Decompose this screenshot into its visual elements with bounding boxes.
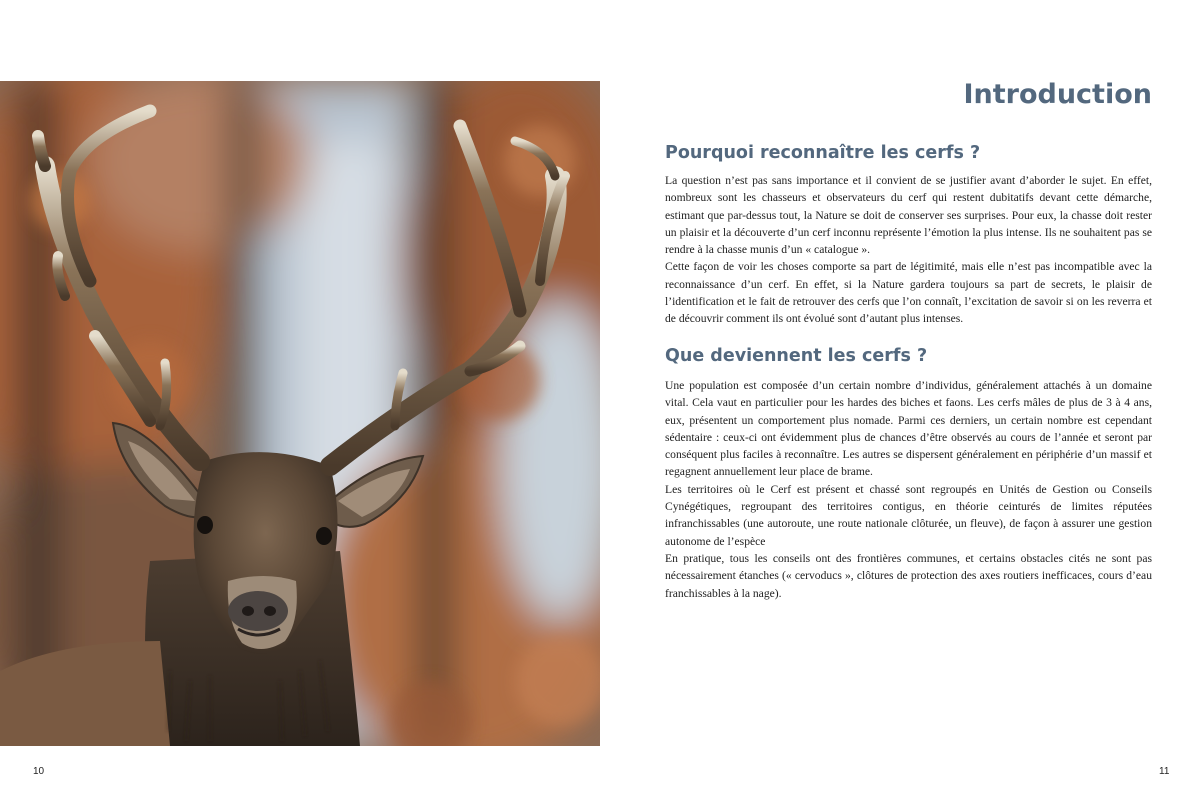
body-paragraph: Cette façon de voir les choses comporte sa part de légitimité, mais elle n’est pas incompatible avec la reconnaissance d’un cerf. En effet, si la Nature gardera toujours sa part de secrets, le plaisir de l’identification et le fait de retrouver des cerfs que l’on connaît, l’excitation de savoir si on les reverra et de découvrir comment ils ont évolué sont d’autant plus intenses. <box>665 260 1152 326</box>
page-number-right: 11 <box>1159 766 1170 777</box>
body-paragraph: En pratique, tous les conseils ont des frontières communes, et certains obstacles cités ne sont pas nécessairement étanches (« cervoducs », clôtures de protection des axes routiers inefficaces, cours d’eau franchissables à la nage). <box>665 551 1152 600</box>
section-body-why-recognize <box>665 172 1152 328</box>
chapter-title: Introduction <box>963 79 1152 110</box>
body-paragraph: La question n’est pas sans importance et il convient de se justifier avant d’aborder le sujet. En effet, nombreux sont les chasseurs et observateurs du cerf qui restent dubitatifs devant cette démarche, estimant que par-dessus tout, la Nature se doit de conserver ses surprises. Pour eux, la chasse doit rester un plaisir et la découverte d’un cerf inconnu représente l’émotion la plus intense. Ils ne souhaitent pas se rendre à la chasse munis d’un « catalogue ». <box>665 174 1152 257</box>
body-paragraph: Les territoires où le Cerf est présent et chassé sont regroupés en Unités de Gestion ou Conseils Cynégétiques, regroupant des territoires contigus, en théorie ceinturés de limites réputées infranchissables (une autoroute, une route nationale clôturée, un fleuve), de façon à assurer une gestion autonome de l’espèce <box>665 482 1152 548</box>
deer-photo <box>0 81 600 746</box>
section-heading-what-becomes: Que deviennent les cerfs ? <box>665 346 928 366</box>
body-paragraph: Une population est composée d’un certain nombre d’individus, généralement attachés à un domaine vital. Cela vaut en particulier pour les hardes des biches et faons. Les cerfs mâles de plus de 3 à 4 ans, eux, présentent un comportement plus nomade. Parmi ces derniers, un certain nombre est cependant sédentaire : ceux-ci ont évidemment plus de chances d’être observés au cours de l’année et seront par conséquent plus faciles à reconnaître. Les autres se dispersent généralement en périphérie d’un massif et regagnent annuellement leur place de brame. <box>665 379 1152 479</box>
section-heading-why-recognize: Pourquoi reconnaître les cerfs ? <box>665 143 981 163</box>
page-number-left: 10 <box>33 766 45 777</box>
section-body-what-becomes <box>665 377 1152 602</box>
